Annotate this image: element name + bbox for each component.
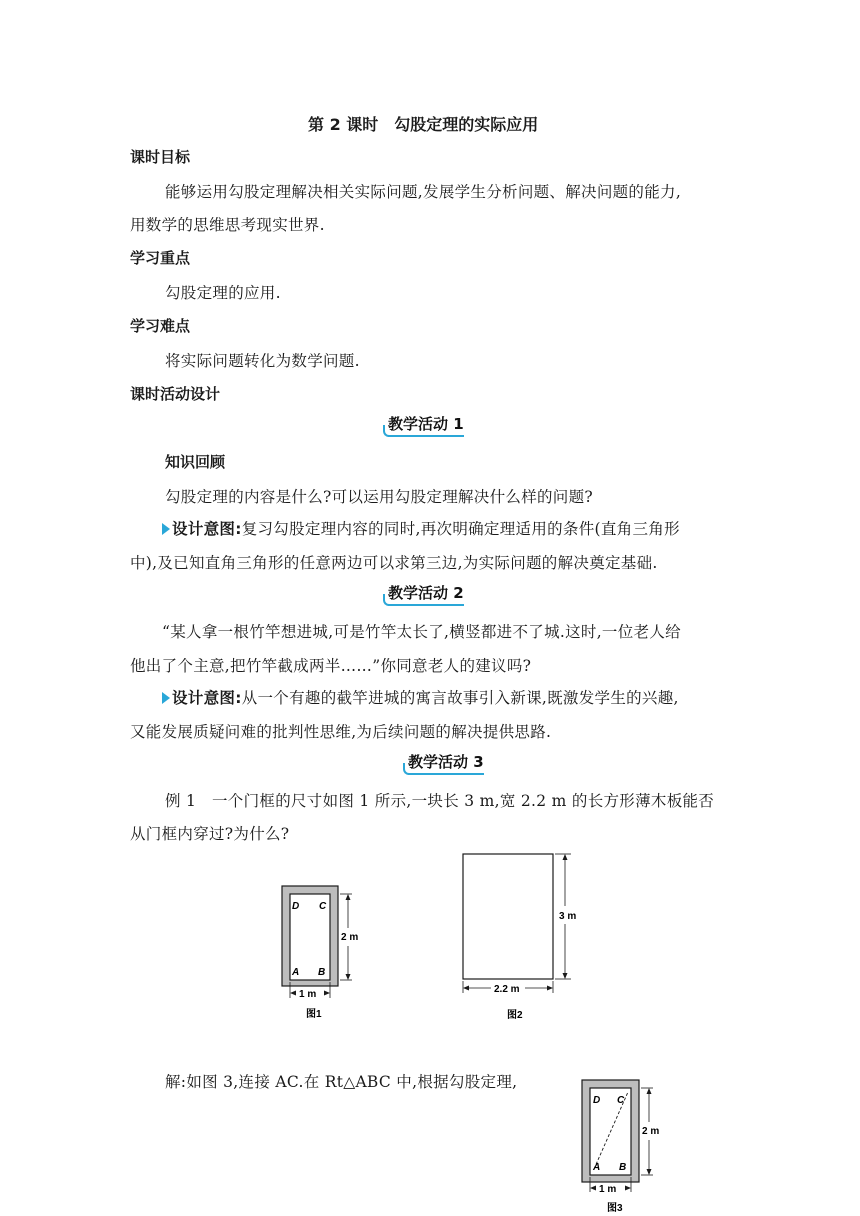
activity1-design-label: 设计意图:	[172, 520, 242, 538]
activity1-question: 勾股定理的内容是什么?可以运用勾股定理解决什么样的问题?	[165, 488, 594, 506]
activity2-banner	[388, 582, 464, 603]
figure1-door-frame	[272, 880, 372, 1025]
example1-line2: 从门框内穿过?为什么?	[130, 825, 290, 843]
figure1-caption: 图1	[306, 1009, 322, 1020]
activity2-underline	[388, 604, 464, 606]
difficulty-heading: 学习难点	[130, 317, 191, 335]
figure3-door-frame-diagonal	[572, 1072, 672, 1216]
activity3-label: 教学活动 3	[408, 753, 484, 771]
design-heading: 课时活动设计	[130, 385, 221, 403]
goal-text-line2: 用数学的思维思考现实世界.	[130, 216, 325, 234]
pointer-triangle-icon	[162, 692, 170, 704]
activity1-label: 教学活动 1	[388, 415, 464, 433]
activity2-label: 教学活动 2	[388, 584, 464, 602]
activity2-story-line1: “某人拿一根竹竿想进城,可是竹竿太长了,横竖都进不了城.这时,一位老人给	[162, 623, 681, 641]
figure3-label-a: A	[593, 1162, 601, 1173]
activity1-subheading: 知识回顾	[165, 453, 226, 471]
figure3-label-b: B	[619, 1162, 627, 1173]
figure3-height-label: 2 m	[642, 1126, 660, 1137]
figure3-caption: 图3	[607, 1203, 623, 1214]
figure1-label-b: B	[318, 967, 326, 978]
activity2-design-label: 设计意图:	[172, 689, 242, 707]
activity1-underline	[388, 435, 464, 437]
example1-line1: 例 1 一个门框的尺寸如图 1 所示,一块长 3 m,宽 2.2 m 的长方形薄木板能否	[165, 792, 715, 810]
activity2-design-text1: 从一个有趣的截竿进城的寓言故事引入新课,既激发学生的兴趣,	[241, 689, 679, 707]
figure1-height-label: 2 m	[341, 932, 359, 943]
goal-heading: 课时目标	[130, 148, 191, 166]
figure2-height-label: 3 m	[559, 911, 577, 922]
activity2-design-line2: 又能发展质疑问难的批判性思维,为后续问题的解决提供思路.	[130, 723, 552, 741]
figure3-label-d: D	[593, 1095, 601, 1106]
figure1-label-d: D	[292, 901, 300, 912]
activity2-design-line1	[162, 686, 679, 708]
solution-text: 解:如图 3,连接 AC.在 Rt△ABC 中,根据勾股定理,	[165, 1073, 518, 1091]
figure2-width-label: 2.2 m	[494, 984, 520, 995]
figure2-board-rect	[463, 854, 553, 979]
activity2-story-line2: 他出了个主意,把竹竿截成两半……”你同意老人的建议吗?	[130, 657, 532, 675]
figure1-width-label: 1 m	[299, 989, 317, 1000]
figure2-board	[455, 848, 595, 1025]
figure3-label-c: C	[617, 1095, 625, 1106]
figure1-label-c: C	[319, 901, 327, 912]
page-title: 第 2 课时 勾股定理的实际应用	[308, 115, 539, 134]
activity3-banner	[408, 751, 484, 772]
key-heading: 学习重点	[130, 249, 191, 267]
figure3-width-label: 1 m	[599, 1184, 617, 1195]
goal-text-line1: 能够运用勾股定理解决相关实际问题,发展学生分析问题、解决问题的能力,	[165, 183, 682, 201]
difficulty-text: 将实际问题转化为数学问题.	[165, 352, 360, 370]
figure2-caption: 图2	[507, 1010, 523, 1021]
activity1-design-line1	[162, 517, 680, 539]
activity1-design-line2: 中),及已知直角三角形的任意两边可以求第三边,为实际问题的解决奠定基础.	[130, 554, 658, 572]
activity3-underline	[408, 773, 484, 775]
activity1-design-text1: 复习勾股定理内容的同时,再次明确定理适用的条件(直角三角形	[241, 520, 680, 538]
figure1-label-a: A	[292, 967, 300, 978]
pointer-triangle-icon	[162, 523, 170, 535]
key-text: 勾股定理的应用.	[165, 284, 281, 302]
activity1-banner	[388, 413, 464, 434]
